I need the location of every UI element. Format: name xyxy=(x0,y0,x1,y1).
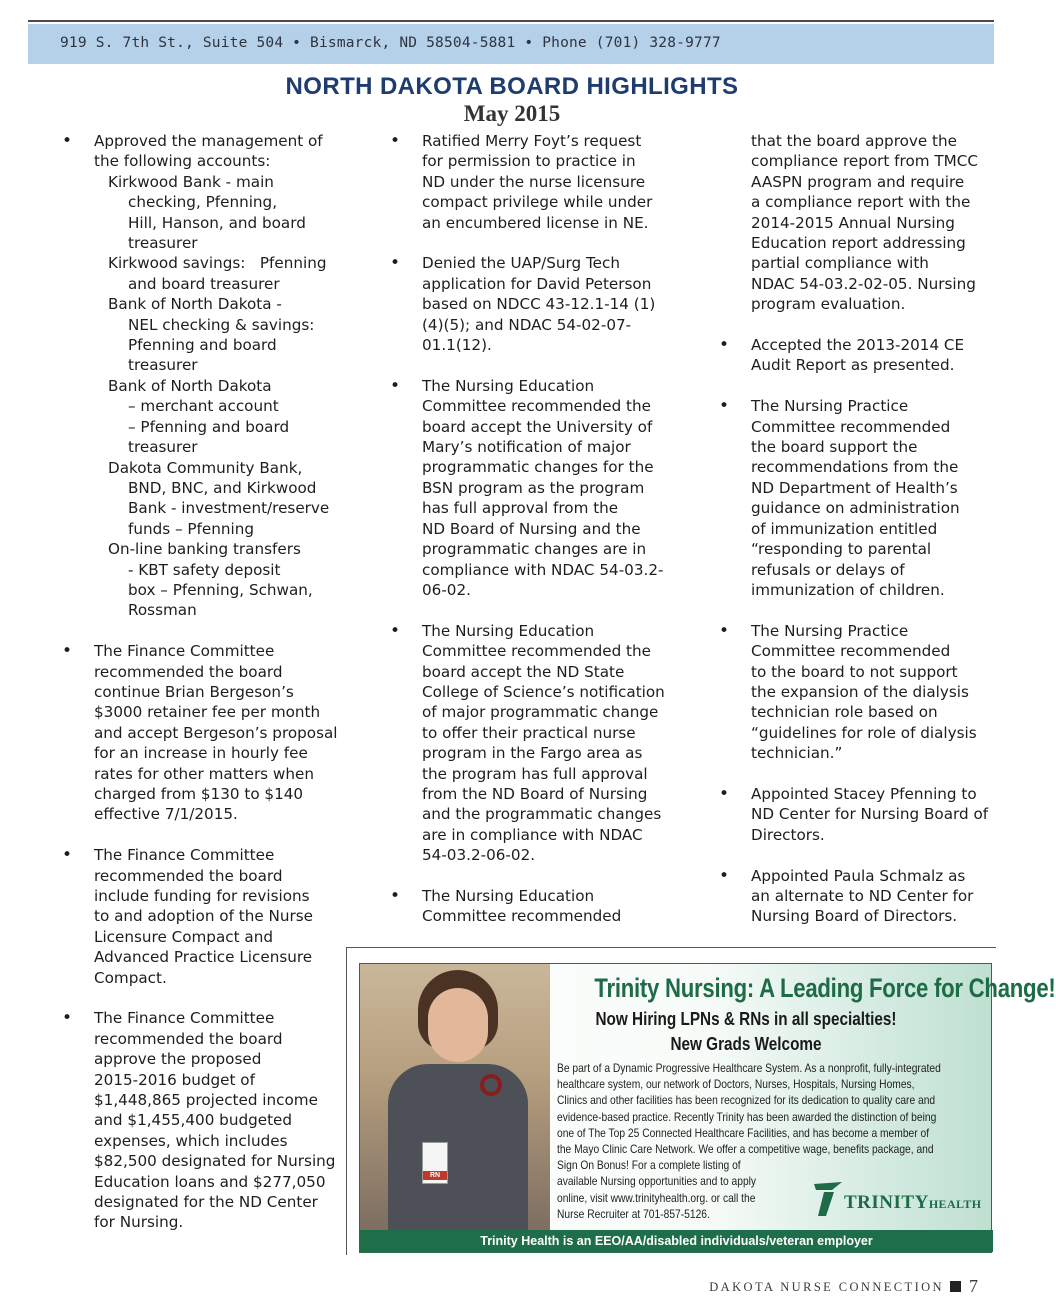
list-item xyxy=(717,396,1007,600)
ad-body-line: available Nursing opportunities and to apply xyxy=(557,1174,757,1189)
list-item-line: and $1,455,400 budgeted xyxy=(94,1111,293,1130)
list-item-text: • Approved the management of xyxy=(94,132,323,150)
account-line: - KBT safety deposit xyxy=(128,560,281,579)
face-shape xyxy=(428,988,488,1062)
account-line: and board treasurer xyxy=(128,274,280,293)
list-item-line: Compact. xyxy=(94,968,167,987)
account-line: Bank - investment/reserve xyxy=(128,499,330,518)
trinity-logo-icon xyxy=(810,1178,846,1218)
list-item xyxy=(388,376,688,600)
list-item-line: 01.1(12). xyxy=(422,336,492,355)
list-item-line: has full approval from the xyxy=(422,499,619,518)
list-item-line: $82,500 designated for Nursing xyxy=(94,1152,336,1171)
list-item-line: are in compliance with NDAC xyxy=(422,825,643,844)
list-item-line: recommended the board xyxy=(94,662,283,681)
ad-body-line: Be part of a Dynamic Progressive Healthcare System. As a nonprofit, fully-integrated xyxy=(557,1061,941,1075)
list-item-line: Nursing Board of Directors. xyxy=(751,907,958,926)
list-item-line: • Appointed Stacey Pfenning to xyxy=(751,784,977,803)
list-item-line: Licensure Compact and xyxy=(94,927,273,946)
ad-body-line: online, visit www.trinityhealth.org. or call the xyxy=(557,1190,756,1205)
list-item xyxy=(388,253,688,355)
list-item-line: Committee recommended the xyxy=(422,397,651,416)
list-item-line: and accept Bergeson’s proposal xyxy=(94,723,338,742)
list-item-line: a compliance report with the xyxy=(751,193,971,212)
account-entry xyxy=(94,376,360,458)
account-line: treasurer xyxy=(128,234,198,253)
account-line: Rossman xyxy=(128,601,197,620)
list-item-line: board accept the University of xyxy=(422,417,653,436)
list-item-line: program evaluation. xyxy=(751,295,906,314)
list-item-line: • Appointed Paula Schmalz as xyxy=(751,866,966,885)
list-item-line: “responding to parental xyxy=(751,540,932,559)
account-line: Dakota Community Bank, xyxy=(108,458,303,477)
column-3 xyxy=(717,131,1007,947)
list-item-line: ND Department of Health’s xyxy=(751,478,958,497)
list-item-line: board accept the ND State xyxy=(422,662,625,681)
list-item-line: Committee recommended xyxy=(422,907,622,926)
list-item-line: • Accepted the 2013-2014 CE xyxy=(751,336,965,355)
list-item-line: Committee recommended the xyxy=(422,642,651,661)
list-item-line: NDAC 54-03.2-02-05. Nursing xyxy=(751,274,976,293)
list-item-line: for an increase in hourly fee xyxy=(94,744,308,763)
list-item-line: an alternate to ND Center for xyxy=(751,886,974,905)
list-item-line: recommended the board xyxy=(94,1029,283,1048)
list-item-line: Directors. xyxy=(751,825,825,844)
logo-main-text: TRINITY xyxy=(844,1192,929,1213)
account-line: – Pfenning and board xyxy=(128,417,290,436)
list-item xyxy=(388,621,688,866)
list-item-line: Audit Report as presented. xyxy=(751,356,955,375)
list-item xyxy=(388,886,688,927)
list-item-line: charged from $130 to $140 xyxy=(94,784,304,803)
badge-label: RN xyxy=(423,1171,447,1180)
list-item-line: compliance report from TMCC xyxy=(751,152,978,171)
logo-sub-text: HEALTH xyxy=(928,1197,982,1211)
list-item-line: for Nursing. xyxy=(94,1213,184,1232)
list-item-line: ND Center for Nursing Board of xyxy=(751,805,989,824)
account-line: checking, Pfenning, xyxy=(128,193,278,212)
list-item-line: • The Finance Committee xyxy=(94,642,275,661)
address-line: 919 S. 7th St., Suite 504 • Bismarck, ND 58504-5881 • Phone (701) 328-9777 xyxy=(60,35,721,51)
ad-body-line: Sign On Bonus! For a complete listing of xyxy=(557,1158,741,1173)
page-number: 7 xyxy=(969,1276,978,1296)
list-item-line: of major programmatic change xyxy=(422,703,659,722)
list-item-line: $1,448,865 projected income xyxy=(94,1091,318,1110)
address-bar xyxy=(28,24,994,64)
column-1 xyxy=(60,131,360,1253)
list-item-line: recommendations from the xyxy=(751,458,959,477)
list-item-continuation xyxy=(717,131,1007,315)
column-2 xyxy=(388,131,688,947)
list-item-line: program in the Fargo area as xyxy=(422,744,643,763)
account-entry xyxy=(94,539,360,621)
ad-body-line: the Mayo Clinic Care Network. We offer a competitive wage, benefits package, and xyxy=(557,1142,934,1157)
ad-body-line: one of The Top 25 Connected Healthcare Facilities, and has become a member of xyxy=(557,1125,930,1140)
list-item-line: of immunization entitled xyxy=(751,519,938,538)
account-entry xyxy=(94,294,360,376)
list-item-line: compact privilege while under xyxy=(422,193,653,212)
page-date: May 2015 xyxy=(463,101,561,126)
list-item-line: • The Nursing Education xyxy=(422,376,595,395)
list-item-line: Education loans and $277,050 xyxy=(94,1172,326,1191)
ad-subhead: Now Hiring LPNs & RNs in all specialties! xyxy=(595,1009,897,1029)
ad-body-line: healthcare system, our network of Doctors, Nurses, Hospitals, Nursing Homes, xyxy=(557,1077,915,1092)
list-item-line: 06-02. xyxy=(422,580,471,599)
account-line: NEL checking & savings: xyxy=(128,315,315,334)
list-item-text: the following accounts: xyxy=(94,152,271,171)
stethoscope-icon xyxy=(480,1074,502,1096)
account-entry xyxy=(94,253,360,294)
list-item-line: based on NDCC 43-12.1-14 (1) xyxy=(422,295,656,314)
list-item-line: partial compliance with xyxy=(751,254,929,273)
list-item-line: 2015-2016 budget of xyxy=(94,1070,255,1089)
list-item-line: Committee recommended xyxy=(751,642,951,661)
ad-footer-eeo: Trinity Health is an EEO/AA/disabled individuals/veteran employer xyxy=(360,1230,993,1252)
list-item xyxy=(60,641,360,825)
list-item-line: include funding for revisions xyxy=(94,887,310,905)
page-footer xyxy=(709,1276,978,1297)
list-item-line: immunization of children. xyxy=(751,580,945,599)
nurse-photo xyxy=(360,964,550,1231)
list-item-line: rates for other matters when xyxy=(94,764,314,783)
list-item-line: AASPN program and require xyxy=(751,172,965,191)
list-item-line: Advanced Practice Licensure xyxy=(94,948,313,967)
trinity-advertisement[interactable] xyxy=(359,963,1056,1253)
list-item-line: • The Finance Committee xyxy=(94,1009,275,1028)
account-line: BND, BNC, and Kirkwood xyxy=(128,478,317,497)
list-item-line: ND Board of Nursing and the xyxy=(422,519,641,538)
list-item-line: from the ND Board of Nursing xyxy=(422,784,648,803)
list-item-line: Committee recommended xyxy=(751,417,951,436)
ad-headline: Trinity Nursing: A Leading Force for Change! xyxy=(594,973,1056,1003)
list-item xyxy=(60,131,360,621)
list-item-line: to offer their practical nurse xyxy=(422,723,636,742)
list-item-line: guidance on administration xyxy=(751,499,960,518)
list-item-line: for permission to practice in xyxy=(422,152,636,171)
scrubs-shape xyxy=(388,1064,528,1231)
list-item-line: an encumbered license in NE. xyxy=(422,213,649,232)
list-item-line: application for David Peterson xyxy=(422,274,652,293)
list-item-line: effective 7/1/2015. xyxy=(94,805,238,824)
list-item-line: • The Nursing Education xyxy=(422,886,595,905)
list-item-line: technician role based on xyxy=(751,703,938,722)
account-line: Kirkwood savings: Pfenning xyxy=(108,254,327,273)
account-line: treasurer xyxy=(128,356,198,375)
account-line: box – Pfenning, Schwan, xyxy=(128,580,313,599)
list-item-line: the program has full approval xyxy=(422,764,648,783)
list-item-line: programmatic changes are in xyxy=(422,540,647,559)
list-item-line: • The Finance Committee xyxy=(94,846,275,865)
list-item-line: approve the proposed xyxy=(94,1050,262,1069)
ad-subhead-new-grads: New Grads Welcome xyxy=(670,1034,822,1054)
account-line: Pfenning and board xyxy=(128,336,277,355)
list-item-line: designated for the ND Center xyxy=(94,1193,318,1212)
list-item-line: programmatic changes for the xyxy=(422,458,654,477)
account-line: funds – Pfenning xyxy=(128,519,254,538)
list-item xyxy=(717,335,1007,376)
list-item xyxy=(717,784,1007,845)
page-title: NORTH DAKOTA BOARD HIGHLIGHTS xyxy=(285,73,739,100)
square-icon xyxy=(950,1281,961,1292)
list-item-line: Education report addressing xyxy=(751,234,966,253)
account-line: Bank of North Dakota - xyxy=(108,295,282,314)
list-item-line: technician.” xyxy=(751,744,843,763)
account-line: Hill, Hanson, and board xyxy=(128,213,306,232)
account-entry xyxy=(94,172,360,254)
list-item-line: compliance with NDAC 54-03.2- xyxy=(422,560,664,579)
account-line: – merchant account xyxy=(128,397,279,416)
logo-wordmark xyxy=(844,1192,981,1214)
list-item xyxy=(60,845,360,988)
list-item-line: Mary’s notification of major xyxy=(422,438,631,457)
list-item-line: recommended the board xyxy=(94,866,283,885)
list-item xyxy=(717,621,1007,764)
list-item-line: “guidelines for role of dialysis xyxy=(751,723,977,742)
list-item-line: ND under the nurse licensure xyxy=(422,172,646,191)
list-item-line: 2014-2015 Annual Nursing xyxy=(751,213,955,232)
list-item-line: $3000 retainer fee per month xyxy=(94,703,321,722)
list-item-line: and the programmatic changes xyxy=(422,805,662,824)
list-item-line: continue Brian Bergeson’s xyxy=(94,682,294,701)
list-item xyxy=(388,131,688,233)
list-item-line: • The Nursing Education xyxy=(422,621,595,640)
list-item-line: expenses, which includes xyxy=(94,1131,288,1150)
top-rule xyxy=(28,20,994,22)
list-item-line: BSN program as the program xyxy=(422,478,645,497)
list-item-line: College of Science’s notification xyxy=(422,682,665,701)
publication-name: DAKOTA NURSE CONNECTION xyxy=(709,1280,944,1294)
list-item-line: • The Nursing Practice xyxy=(751,397,909,416)
list-item-line: the expansion of the dialysis xyxy=(751,682,969,701)
list-item-line: 54-03.2-06-02. xyxy=(422,846,536,865)
trinity-health-logo xyxy=(810,1178,990,1218)
id-badge xyxy=(422,1142,448,1184)
account-line: On-line banking transfers xyxy=(108,540,301,559)
list-item-line: • Denied the UAP/Surg Tech xyxy=(422,254,620,273)
list-item-line: that the board approve the xyxy=(751,132,957,150)
account-line: Bank of North Dakota xyxy=(108,376,272,395)
list-item xyxy=(60,1008,360,1232)
account-line: Kirkwood Bank - main xyxy=(108,172,274,191)
list-item-line: the board support the xyxy=(751,438,918,457)
list-item xyxy=(717,866,1007,927)
list-item-line: (4)(5); and NDAC 54-02-07- xyxy=(422,315,632,334)
list-item-line: to the board to not support xyxy=(751,662,958,681)
list-item-line: to and adoption of the Nurse xyxy=(94,907,313,926)
ad-body-line: Nurse Recruiter at 701-857-5126. xyxy=(557,1206,710,1221)
ad-body-line: Clinics and other facilities has been recognized for its dedication to quality care and xyxy=(557,1093,936,1108)
account-line: treasurer xyxy=(128,438,198,457)
ad-body-line: evidence-based practice. Recently Trinity has been awarded the distinction of being xyxy=(557,1109,937,1124)
list-item-line: refusals or delays of xyxy=(751,560,905,579)
list-item-line: • The Nursing Practice xyxy=(751,621,909,640)
list-item-line: • Ratified Merry Foyt’s request xyxy=(422,132,642,150)
account-entry xyxy=(94,458,360,540)
